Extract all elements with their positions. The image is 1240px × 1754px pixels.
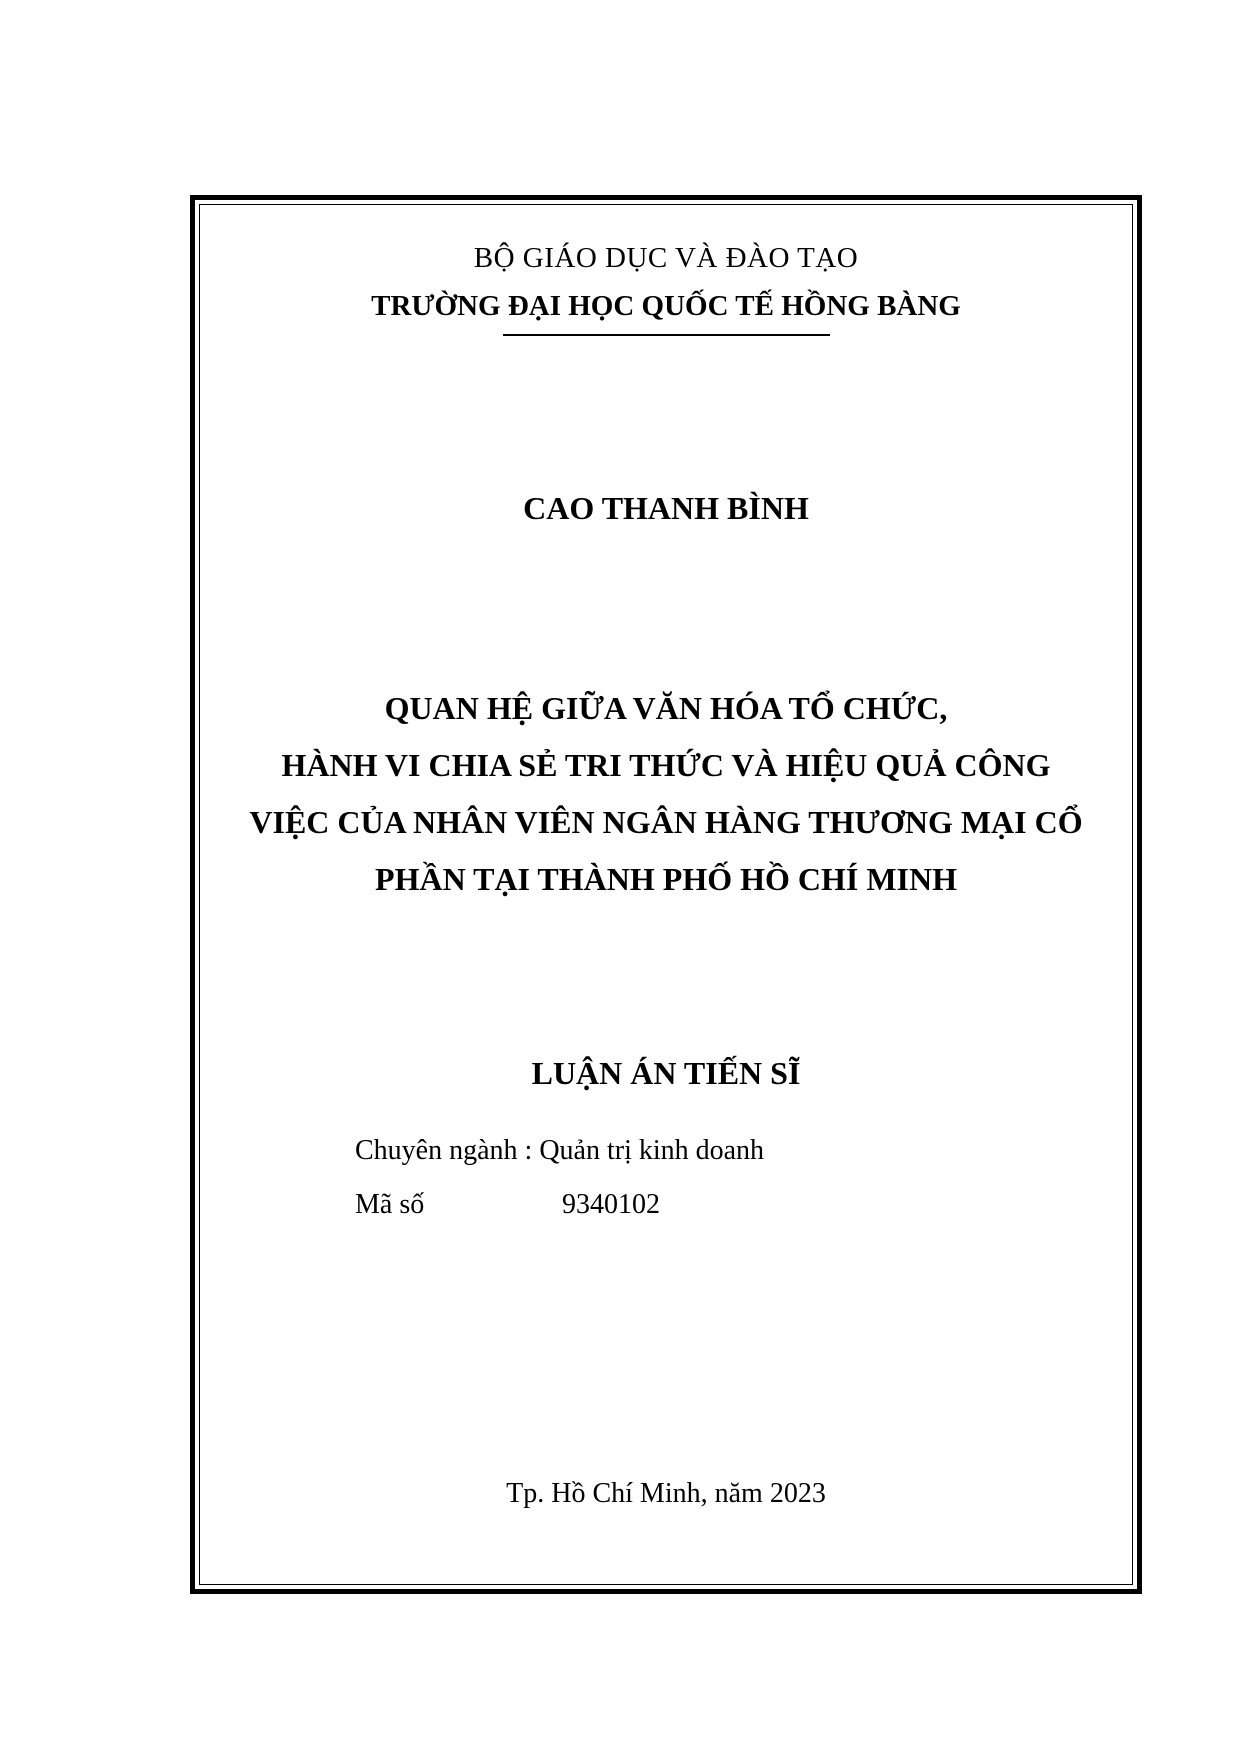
thesis-title	[199, 680, 1133, 908]
author-name: CAO THANH BÌNH	[523, 490, 809, 526]
major-label: Chuyên ngành :	[355, 1135, 533, 1166]
thesis-title-line-2: HÀNH VI CHIA SẺ TRI THỨC VÀ HIỆU QUẢ CÔNG	[281, 747, 1051, 783]
thesis-title-line-1: QUAN HỆ GIỮA VĂN HÓA TỔ CHỨC,	[384, 690, 948, 726]
thesis-title-line-4: PHẦN TẠI THÀNH PHỐ HỒ CHÍ MINH	[375, 861, 957, 897]
code-value: 9340102	[562, 1189, 660, 1220]
code-row	[355, 1189, 660, 1221]
major-row	[355, 1135, 764, 1167]
university-name: TRƯỜNG ĐẠI HỌC QUỐC TẾ HỒNG BÀNG	[371, 290, 961, 322]
ministry-name: BỘ GIÁO DỤC VÀ ĐÀO TẠO	[473, 242, 859, 274]
header-underline	[503, 334, 830, 336]
major-value: Quản trị kinh doanh	[539, 1135, 765, 1166]
place-and-year: Tp. Hồ Chí Minh, năm 2023	[506, 1478, 826, 1509]
thesis-title-line-3: VIỆC CỦA NHÂN VIÊN NGÂN HÀNG THƯƠNG MẠI CỔ	[249, 804, 1083, 840]
code-label: Mã số	[355, 1189, 425, 1220]
degree-type: LUẬN ÁN TIẾN SĨ	[531, 1055, 801, 1091]
